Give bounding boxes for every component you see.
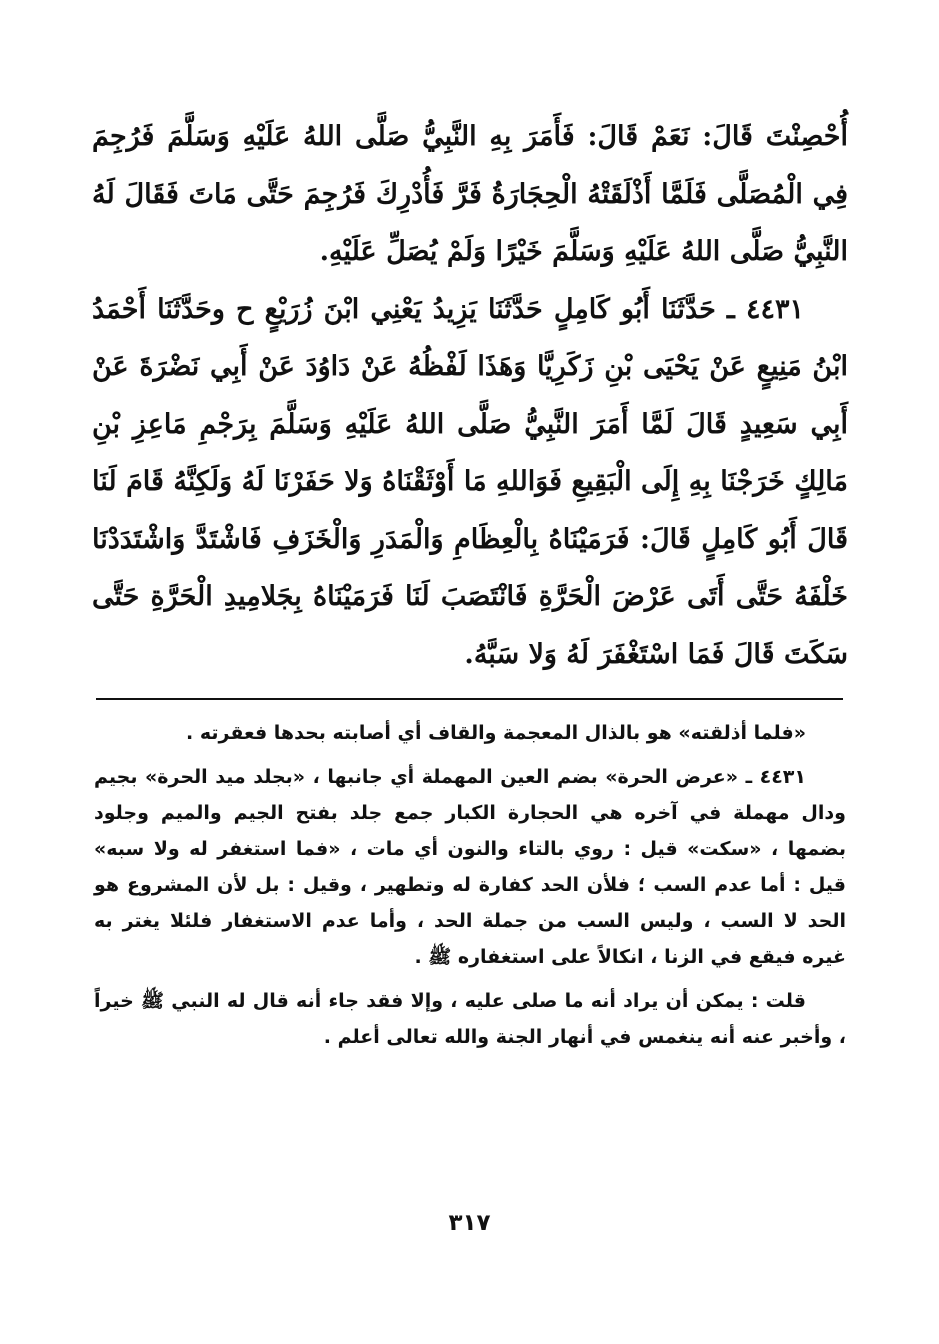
commentary-note: قلت : يمكن أن يراد أنه ما صلى عليه ، وإلا فقد جاء أنه قال له النبي ﷺ خيراً ، وأخبر عنه أنه ينغمس في أنهار الجنة والله تعالى أعلم .: [94, 990, 846, 1048]
hadith-paragraph-continuation: أُحْصِنْتَ قَالَ: نَعَمْ قَالَ: فَأَمَرَ بِهِ النَّبِيُّ صَلَّى اللهُ عَلَيْهِ وَسَلَّمَ فَرُجِمَ فِي الْمُصَلَّى فَلَمَّا أَذْلَقَتْهُ الْحِجَارَةُ فَرَّ فَأُدْرِكَ فَرُجِمَ حَتَّى مَاتَ فَقَالَ لَهُ النَّبِيُّ صَلَّى اللهُ عَلَيْهِ وَسَلَّمَ خَيْرًا وَلَمْ يُصَلِّ عَلَيْهِ.: [92, 121, 848, 267]
page-number: ٣١٧: [448, 1210, 491, 1236]
commentary-note: ٤٤٣١ ـ «عرض الحرة» بضم العين المهملة أي جانبها ، «بجلد ميد الحرة» بجيم ودال مهملة في آخره هي الحجارة الكبار جمع جلد بفتح الجيم والميم وجلود بضمها ، «سكت» قيل : روي بالتاء والنون أي مات ، «فما استغفر له ولا سبه» قيل : أما عدم السب ؛ فلأن الحد كفارة له وتطهير ، وقيل : بل لأن المشروع هو الحد لا السب ، وليس السب من جملة الحد ، وأما عدم الاستغفار فلئلا يغتر به غيره فيقع في الزنا ، انكالاً على استغفاره ﷺ .: [94, 766, 846, 968]
hadith-paragraph-4431: ٤٤٣١ ـ حَدَّثَنَا أَبُو كَامِلٍ حَدَّثَنَا يَزِيدُ يَعْنِي ابْنَ زُرَيْعٍ ح وحَدَّثَنَا أَحْمَدُ ابْنُ مَنِيعٍ عَنْ يَحْيَى بْنِ زَكَرِيَّا وَهَذَا لَفْظُهُ عَنْ دَاوُدَ عَنْ أَبِي نَضْرَةَ عَنْ أَبِي سَعِيدٍ قَالَ لَمَّا أَمَرَ النَّبِيُّ صَلَّى اللهُ عَلَيْهِ وَسَلَّمَ بِرَجْمِ مَاعِزِ بْنِ مَالِكٍ خَرَجْنَا بِهِ إِلَى الْبَقِيعِ فَوَاللهِ مَا أَوْثَقْنَاهُ وَلا حَفَرْنَا لَهُ وَلَكِنَّهُ قَامَ لَنَا قَالَ أَبُو كَامِلٍ قَالَ: فَرَمَيْنَاهُ بِالْعِظَامِ وَالْمَدَرِ وَالْخَزَفِ فَاشْتَدَّ وَاشْتَدَدْنَا خَلْفَهُ حَتَّى أَتَى عَرْضَ الْحَرَّةِ فَانْتَصَبَ لَنَا فَرَمَيْنَاهُ بِجَلامِيدِ الْحَرَّةِ حَتَّى سَكَتَ قَالَ فَمَا اسْتَغْفَرَ لَهُ وَلا سَبَّهُ.: [92, 293, 848, 670]
commentary-note: «فلما أذلقته» هو بالذال المعجمة والقاف أي أصابته بحدها فعقرته .: [186, 722, 806, 744]
hadith-text: [92, 108, 848, 683]
commentary-notes: [94, 715, 846, 1063]
footnote-separator: [96, 698, 843, 700]
